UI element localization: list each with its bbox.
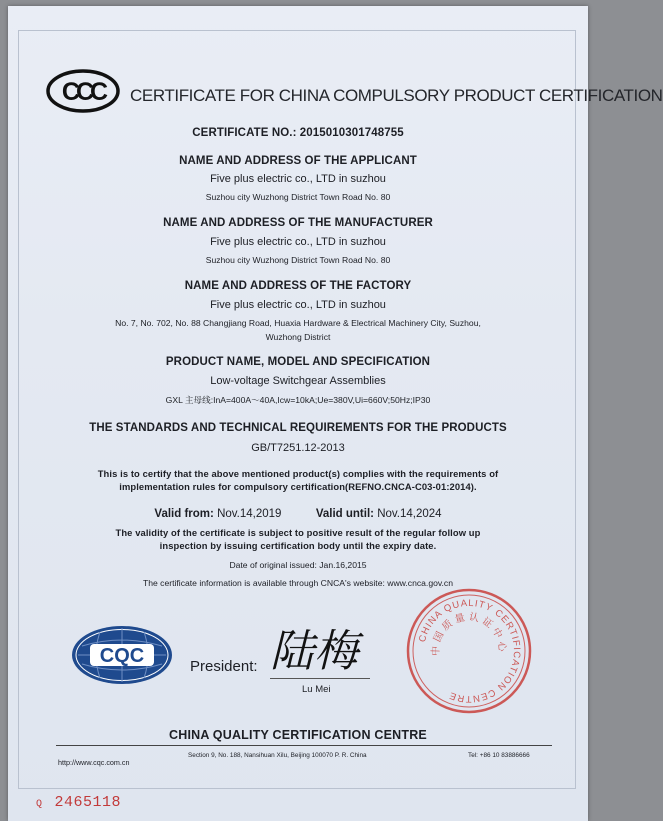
signature-icon (266, 618, 378, 677)
signature-line (270, 678, 370, 679)
signature-text: 陆梅 (270, 626, 358, 677)
valid-until-date: Nov.14,2024 (377, 508, 442, 520)
factory-address-line1: No. 7, No. 702, No. 88 Changjiang Road, Huaxia Hardware & Electrical Machinery City, Suzhou, (115, 318, 481, 328)
ccc-logo-icon (46, 69, 120, 113)
president-name: Lu Mei (302, 684, 331, 695)
manufacturer-address: Suzhou city Wuzhong District Town Road No. 80 (205, 255, 391, 265)
validity-note-line1: The validity of the certificate is subject to positive result of the regular follow up (115, 527, 481, 538)
standards-heading: THE STANDARDS AND TECHNICAL REQUIREMENTS FOR THE PRODUCTS (89, 422, 507, 434)
official-seal-icon (404, 586, 534, 716)
footer-url: http://www.cqc.com.cn (58, 758, 130, 767)
serial-number (36, 794, 121, 811)
certificate-title: CERTIFICATE FOR CHINA COMPULSORY PRODUCT CERTIFICATION (130, 86, 663, 105)
serial-prefix: Q (36, 799, 43, 810)
president-label: President: (190, 658, 258, 675)
website-note: The certificate information is available through CNCA's website: www.cnca.gov.cn (142, 578, 454, 588)
valid-from-date: Nov.14,2019 (217, 508, 282, 520)
ccc-logo-text: CCC (61, 78, 105, 106)
validity-dates (8, 508, 588, 520)
factory-address-line2: Wuzhong District (265, 332, 331, 342)
footer-address: Section 9, No. 188, Nansihuan Xilu, Beijing 100070 P. R. China (188, 752, 367, 759)
certify-statement-line2: implementation rules for compulsory certification(REFNO.CNCA-C03-01:2014). (119, 481, 477, 492)
product-name: Low-voltage Switchgear Assemblies (210, 375, 386, 387)
certify-statement-line1: This is to certify that the above mentioned product(s) complies with the requirements of (97, 468, 499, 479)
factory-heading: NAME AND ADDRESS OF THE FACTORY (184, 280, 412, 292)
product-heading: PRODUCT NAME, MODEL AND SPECIFICATION (165, 356, 431, 368)
valid-from-label: Valid from: (154, 508, 214, 520)
applicant-heading: NAME AND ADDRESS OF THE APPLICANT (179, 155, 417, 167)
manufacturer-heading: NAME AND ADDRESS OF THE MANUFACTURER (163, 217, 433, 229)
manufacturer-name: Five plus electric co., LTD in suzhou (210, 236, 386, 248)
issuer-name: CHINA QUALITY CERTIFICATION CENTRE (169, 728, 427, 742)
seal-inner-text: 中国质量认证中心 (430, 611, 508, 657)
factory-name: Five plus electric co., LTD in suzhou (210, 299, 386, 311)
valid-until-label: Valid until: (315, 508, 374, 520)
certificate-number: CERTIFICATE NO.: 2015010301748755 (192, 127, 404, 139)
product-spec: GXL 主母线:InA=400A～40A,Icw=10kA;Ue=380V,Ui=660V;50Hz;IP30 (165, 395, 431, 405)
standards-value: GB/T7251.12-2013 (251, 442, 345, 454)
validity-note-line2: inspection by issuing certification body until the expiry date. (159, 540, 437, 551)
applicant-address: Suzhou city Wuzhong District Town Road No. 80 (205, 192, 391, 202)
footer-rule (56, 745, 552, 746)
original-issue-date: Date of original issued: Jan.16,2015 (229, 560, 367, 570)
applicant-name: Five plus electric co., LTD in suzhou (210, 173, 386, 185)
cqc-logo-icon (70, 624, 174, 686)
seal-outer-text: CHINA QUALITY CERTIFICATION CENTRE (416, 597, 523, 705)
certificate-sheet (8, 6, 663, 821)
footer-tel: Tel: +86 10 83886666 (468, 752, 530, 759)
cqc-logo-text: CQC (99, 645, 145, 667)
serial-value: 2465118 (54, 794, 122, 811)
